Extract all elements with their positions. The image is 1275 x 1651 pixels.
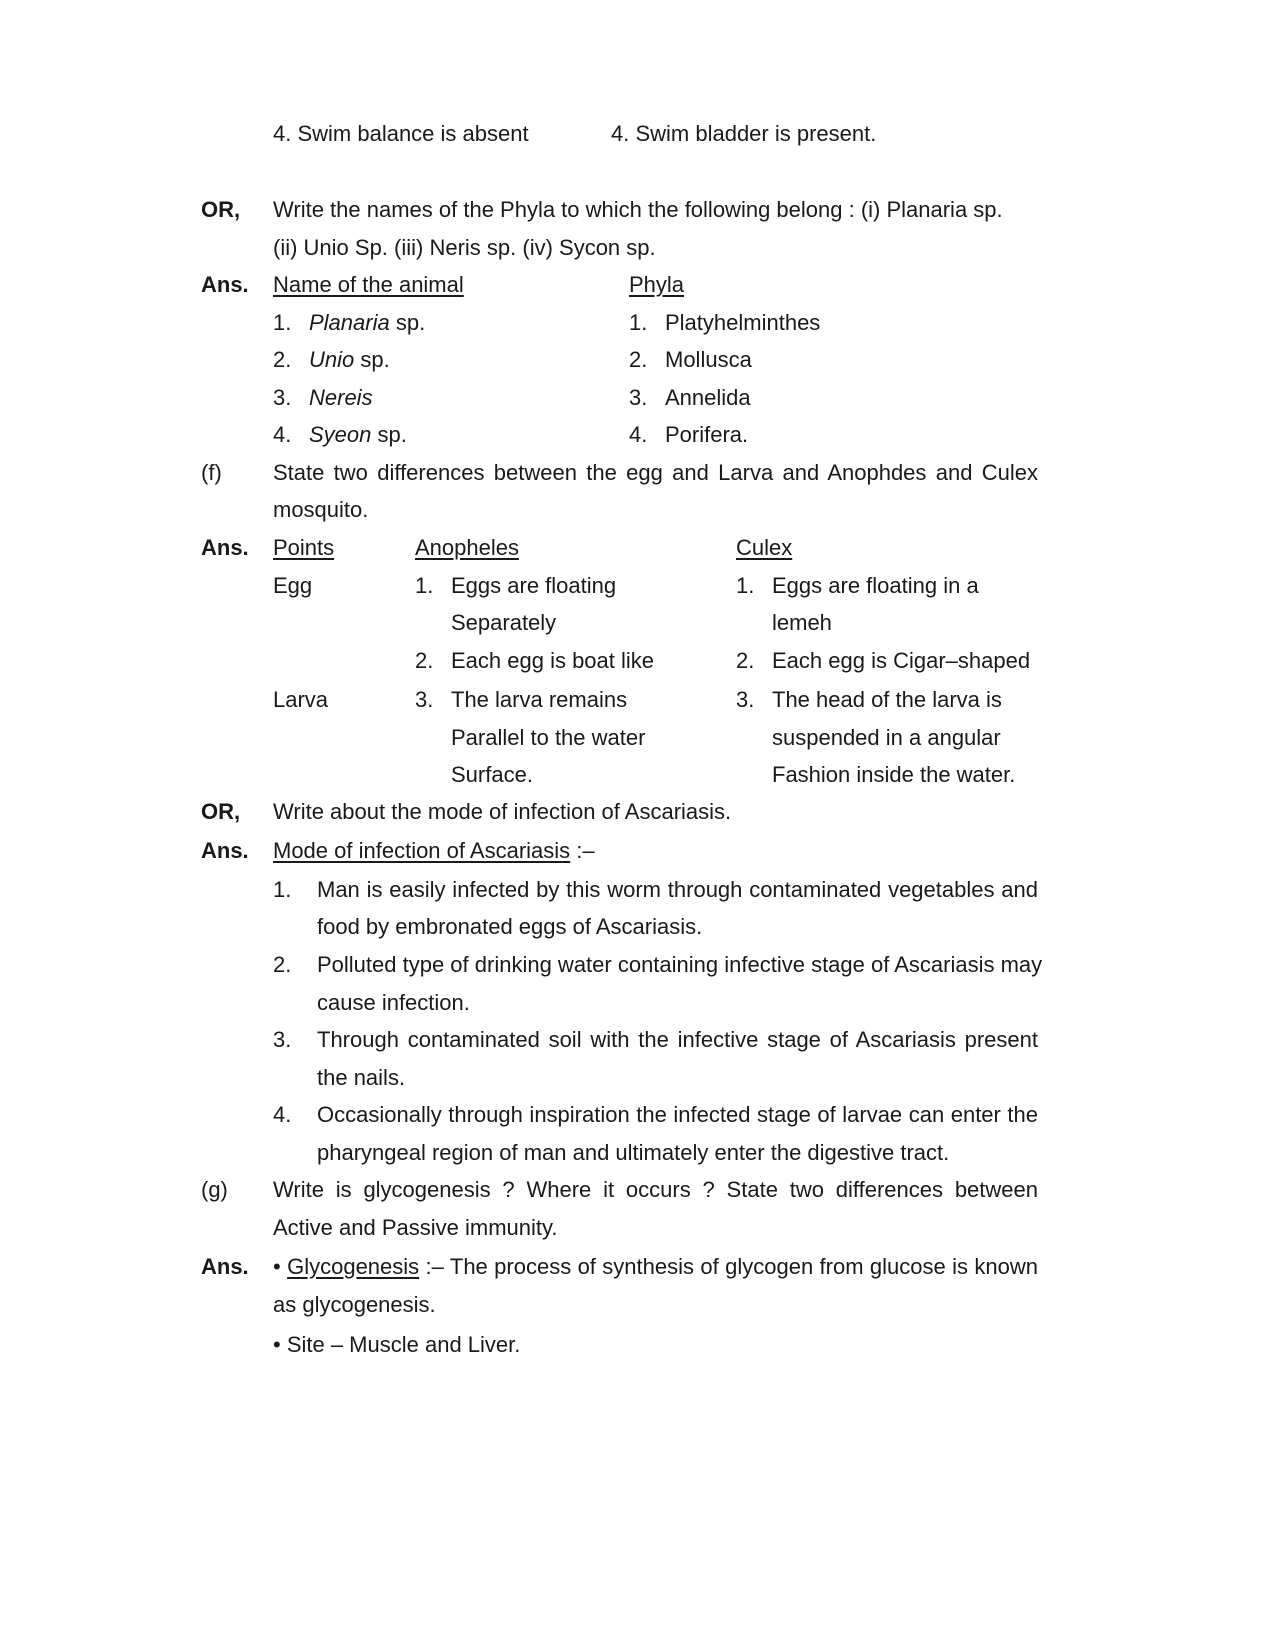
animal-row-name: Nereis [309,385,373,410]
egg-label: Egg [273,573,313,598]
question-g-line1: Write is glycogenesis ? Where it occurs ? State two differences between [273,1177,1038,1202]
anopheles-point-3-line2: Parallel to the water [451,725,646,750]
animal-column-header: Name of the animal [273,272,464,297]
animal-row-name: Syeon sp. [309,422,407,447]
animal-row-name: Planaria sp. [309,310,426,335]
animal-row-num: 3. [273,385,292,410]
ans-label: Ans. [201,838,249,863]
larva-label: Larva [273,687,329,712]
ascariasis-point-num: 3. [273,1027,292,1052]
animal-row-num: 2. [273,347,292,372]
ascariasis-point-num: 4. [273,1102,292,1127]
phylum-row-num: 1. [629,310,648,335]
ans-label: Ans. [201,535,249,560]
anopheles-point-3-line3: Surface. [451,762,533,787]
phylum-row-num: 3. [629,385,648,410]
anopheles-point-2: Each egg is boat like [451,648,655,673]
question-f-line2: mosquito. [273,497,369,522]
phylum-row-name: Porifera. [665,422,749,447]
question-f-label: (f) [201,460,222,485]
glycogenesis-term: Glycogenesis [287,1254,420,1279]
ascariasis-point-2-line2: cause infection. [317,990,470,1015]
culex-header: Culex [736,535,793,560]
ascariasis-heading: Mode of infection of Ascariasis :– [273,838,595,863]
points-header: Points [273,535,335,560]
glycogenesis-definition-line2: as glycogenesis. [273,1292,436,1317]
culex-point-3-line2: suspended in a angular [772,725,1001,750]
question-g-line2: Active and Passive immunity. [273,1215,558,1240]
swim-balance-text: 4. Swim balance is absent [273,121,529,146]
swim-bladder-text: 4. Swim bladder is present. [611,121,877,146]
ans-label: Ans. [201,272,249,297]
phyla-question-line1: Write the names of the Phyla to which the following belong : (i) Planaria sp. [273,197,1003,222]
anopheles-point-3-line1: The larva remains [451,687,628,712]
phyla-question-line2: (ii) Unio Sp. (iii) Neris sp. (iv) Sycon sp. [273,235,656,260]
glycogenesis-definition-line1: • Glycogenesis :– The process of synthesis of glycogen from glucose is known [273,1254,1038,1279]
ascariasis-point-1-line1: Man is easily infected by this worm through contaminated vegetables and [317,877,1038,902]
ascariasis-point-1-line2: food by embronated eggs of Ascariasis. [317,914,703,939]
phylum-row-num: 2. [629,347,648,372]
ascariasis-point-num: 2. [273,952,292,977]
anopheles-point-num: 3. [415,687,434,712]
culex-point-1-line2: lemeh [772,610,832,635]
phylum-row-name: Mollusca [665,347,752,372]
animal-row-num: 4. [273,422,292,447]
ans-label: Ans. [201,1254,249,1279]
culex-point-2: Each egg is Cigar–shaped [772,648,1031,673]
ascariasis-point-4-line1: Occasionally through inspiration the infected stage of larvae can enter the [317,1102,1038,1127]
phylum-row-name: Platyhelminthes [665,310,821,335]
culex-point-3-line3: Fashion inside the water. [772,762,1016,787]
anopheles-header: Anopheles [415,535,519,560]
culex-point-3-line1: The head of the larva is [772,687,1002,712]
ascariasis-point-2-line1: Polluted type of drinking water containing infective stage of Ascariasis may [317,952,1043,977]
anopheles-point-1-line2: Separately [451,610,557,635]
question-f-line1: State two differences between the egg and Larva and Anophdes and Culex [273,460,1038,485]
animal-row-num: 1. [273,310,292,335]
ascariasis-point-3-line2: the nails. [317,1065,406,1090]
anopheles-point-1-line1: Eggs are floating [451,573,617,598]
ascariasis-point-num: 1. [273,877,292,902]
or-label: OR, [201,799,241,824]
question-g-label: (g) [201,1177,228,1202]
ascariasis-point-3-line1: Through contaminated soil with the infective stage of Ascariasis present [317,1027,1038,1052]
ascariasis-question: Write about the mode of infection of Ascariasis. [273,799,732,824]
culex-point-1-line1: Eggs are floating in a [772,573,979,598]
phylum-row-num: 4. [629,422,648,447]
ascariasis-point-4-line2: pharyngeal region of man and ultimately enter the digestive tract. [317,1140,950,1165]
anopheles-point-num: 1. [415,573,434,598]
culex-point-num: 2. [736,648,755,673]
culex-point-num: 3. [736,687,755,712]
animal-row-name: Unio sp. [309,347,390,372]
or-label: OR, [201,197,241,222]
anopheles-point-num: 2. [415,648,434,673]
phyla-column-header: Phyla [629,272,685,297]
glycogenesis-site: • Site – Muscle and Liver. [273,1332,521,1357]
culex-point-num: 1. [736,573,755,598]
phylum-row-name: Annelida [665,385,751,410]
